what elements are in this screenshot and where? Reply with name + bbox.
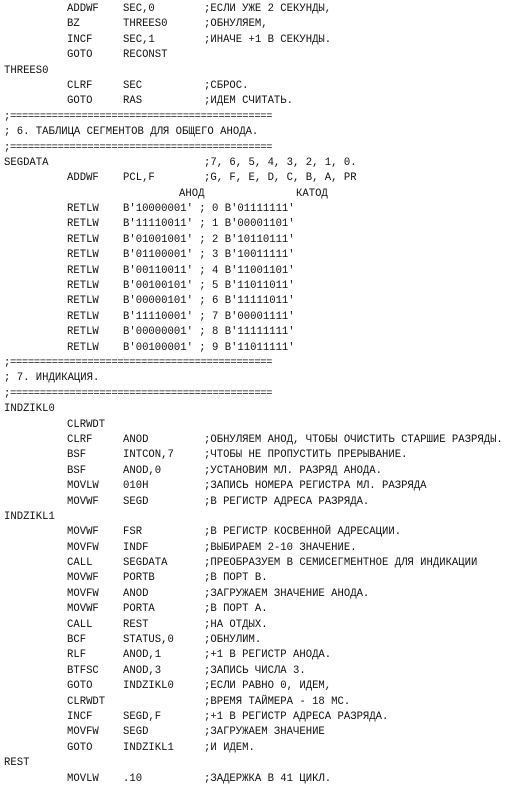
code-comment: ;СБРОС. [204, 79, 249, 92]
code-line [0, 756, 527, 771]
code-operand: B'00000101' ; 6 B'11111011' [123, 295, 295, 308]
code-operand: SEC,0 [123, 3, 155, 15]
code-mnemonic: MOVWF [67, 603, 99, 616]
code-line [0, 387, 527, 402]
code-mnemonic: MOVFW [67, 541, 99, 554]
code-line [0, 587, 527, 602]
code-comment: ;ОБНУЛЯЕМ АНОД, ЧТОБЫ ОЧИСТИТЬ СТАРШИЕ РАЗРЯДЫ. [204, 433, 503, 446]
code-comment: ;ЗАГРУЖАЕМ ЗНАЧЕНИЕ [204, 726, 325, 739]
code-comment: ;ОБНУЛИМ. [204, 634, 262, 647]
code-line [0, 448, 527, 463]
code-mnemonic: RETLW [67, 341, 99, 354]
code-operand: INTCON,7 [123, 449, 174, 462]
code-operand: B'01001001' ; 2 B'10110111' [123, 233, 295, 246]
code-listing [0, 2, 527, 787]
code-line [0, 79, 527, 94]
code-operand: INDZIKL1 [123, 741, 174, 754]
code-line [0, 618, 527, 633]
separator-line: ;============================================ [4, 141, 273, 154]
code-comment: ;И ИДЕМ. [204, 741, 255, 754]
code-line [0, 772, 527, 787]
code-mnemonic: CLRF [67, 433, 93, 446]
code-comment: ;ЗАПИСЬ ЧИСЛА 3. [204, 664, 306, 677]
code-mnemonic: RETLW [67, 249, 99, 262]
code-line [0, 402, 527, 417]
code-operand: STATUS,0 [123, 634, 174, 647]
code-operand: REST [123, 618, 149, 631]
code-mnemonic: MOVFW [67, 587, 99, 600]
code-mnemonic: GOTO [67, 95, 93, 108]
code-comment: ;НА ОТДЫХ. [204, 618, 268, 631]
code-operand: THREES0 [123, 18, 168, 31]
code-operand: ANOD,0 [123, 464, 162, 477]
code-line [0, 202, 527, 217]
code-operand: B'00100101' ; 5 B'11011011' [123, 280, 295, 293]
code-line [0, 248, 527, 263]
code-line [0, 541, 527, 556]
code-operand: ANOD,3 [123, 664, 162, 677]
code-mnemonic: RETLW [67, 326, 99, 339]
code-operand: RAS [123, 95, 143, 108]
code-comment: ;ЧТОБЫ НЕ ПРОПУСТИТЬ ПРЕРЫВАНИЕ. [204, 449, 408, 462]
code-comment: ;ПРЕОБРАЗУЕМ В СЕМИСЕГМЕНТНОЕ ДЛЯ ИНДИКАЦИИ [204, 557, 478, 570]
code-comment: ;G, F, E, D, C, B, A, PR [204, 172, 357, 185]
code-operand: B'00000001' ; 8 B'11111111' [123, 326, 295, 339]
code-line [0, 664, 527, 679]
code-comment: ;В РЕГИСТР АДРЕСА РАЗРЯДА. [204, 495, 370, 508]
code-operand: INDZIKL0 [123, 680, 174, 693]
code-mnemonic: BSF [67, 449, 87, 462]
code-comment: ;УСТАНОВИМ МЛ. РАЗРЯД АНОДА. [204, 464, 383, 477]
code-mnemonic: GOTO [67, 49, 93, 62]
code-line [0, 479, 527, 494]
code-comment: ;В ПОРТ В. [204, 572, 268, 585]
code-operand: INDF [123, 541, 149, 554]
code-line [0, 156, 527, 171]
code-line [0, 510, 527, 525]
code-operand: SEGD,F [123, 710, 162, 723]
code-label: REST [4, 757, 30, 770]
code-line [0, 741, 527, 756]
code-line [0, 495, 527, 510]
code-mnemonic: GOTO [67, 680, 93, 693]
code-operand: B'00100001' ; 9 B'11011111' [123, 341, 295, 354]
code-operand: ANOD [123, 587, 149, 600]
code-operand: B'11110001' ; 7 B'00001111' [123, 310, 295, 323]
code-mnemonic: CALL [67, 557, 93, 570]
code-mnemonic: MOVWF [67, 572, 99, 585]
code-mnemonic: CALL [67, 618, 93, 631]
code-line [0, 279, 527, 294]
code-line [0, 633, 527, 648]
code-comment: ;ИДЕМ СЧИТАТЬ. [204, 95, 294, 108]
code-line [0, 602, 527, 617]
code-comment: ;ЗАДЕРЖКА В 41 ЦИКЛ. [204, 772, 332, 785]
code-comment: ;7, 6, 5, 4, 3, 2, 1, 0. [204, 156, 357, 169]
code-comment: ;ВРЕМЯ ТАЙМЕРА - 18 МС. [204, 695, 351, 708]
code-label: INDZIKL0 [4, 403, 55, 416]
code-line [0, 433, 527, 448]
code-line [0, 2, 527, 17]
code-operand: B'11110011' ; 1 B'00001101' [123, 218, 295, 231]
code-line [0, 33, 527, 48]
code-line [0, 725, 527, 740]
code-comment: ;ЕСЛИ УЖЕ 2 СЕКУНДЫ, [204, 3, 332, 15]
code-operand: PCL,F [123, 172, 155, 185]
code-mnemonic: CLRWDT [67, 695, 106, 708]
code-comment: ;ОБНУЛЯЕМ, [204, 18, 268, 31]
code-line [0, 525, 527, 540]
code-label: INDZIKL1 [4, 510, 55, 523]
code-mnemonic: RETLW [67, 280, 99, 293]
code-mnemonic: BTFSC [67, 664, 99, 677]
separator-line: ;============================================ [4, 387, 273, 400]
code-mnemonic: MOVLW [67, 772, 99, 785]
code-line [0, 48, 527, 63]
code-operand: ANOD [123, 433, 149, 446]
code-mnemonic: MOVLW [67, 480, 99, 493]
code-operand: PORTA [123, 603, 155, 616]
code-mnemonic: RETLW [67, 218, 99, 231]
code-comment: ;ЗАПИСЬ НОМЕРА РЕГИСТРА МЛ. РАЗРЯДА [204, 480, 427, 493]
code-line [0, 94, 527, 109]
code-operand: SEC [123, 79, 143, 92]
code-label: SEGDATA [4, 156, 49, 169]
code-operand: SEGD [123, 726, 149, 739]
code-line [0, 371, 527, 386]
section-heading: ; 7. ИНДИКАЦИЯ. [4, 372, 100, 385]
code-mnemonic: BSF [67, 464, 87, 477]
code-mnemonic: RLF [67, 649, 87, 662]
separator-line: ;============================================ [4, 110, 273, 123]
code-mnemonic: RETLW [67, 295, 99, 308]
code-operand: SEC,1 [123, 33, 155, 46]
code-mnemonic: RETLW [67, 264, 99, 277]
code-mnemonic: MOVFW [67, 726, 99, 739]
code-label: THREES0 [4, 64, 49, 77]
code-mnemonic: RETLW [67, 310, 99, 323]
code-line [0, 341, 527, 356]
code-operand: 010H [123, 480, 149, 493]
code-line [0, 695, 527, 710]
code-mnemonic: BZ [67, 18, 80, 31]
code-line [0, 464, 527, 479]
code-operand: B'01100001' ; 3 B'10011111' [123, 249, 295, 262]
code-comment: ;+1 В РЕГИСТР АДРЕСА РАЗРЯДА. [204, 710, 389, 723]
code-mnemonic: INCF [67, 710, 93, 723]
code-line [0, 141, 527, 156]
separator-line: ;============================================ [4, 356, 273, 369]
code-operand: ANOD,1 [123, 649, 162, 662]
code-comment: ;ЕСЛИ РАВНО 0, ИДЕМ, [204, 680, 332, 693]
code-mnemonic: ADDWF [67, 172, 99, 185]
code-mnemonic: MOVWF [67, 495, 99, 508]
code-operand: SEGD [123, 495, 149, 508]
code-line [0, 556, 527, 571]
code-operand: SEGDATA [123, 557, 168, 570]
code-mnemonic: GOTO [67, 741, 93, 754]
code-line [0, 418, 527, 433]
code-mnemonic: RETLW [67, 203, 99, 216]
code-comment: ;ЗАГРУЖАЕМ ЗНАЧЕНИЕ АНОДА. [204, 587, 370, 600]
code-line [0, 110, 527, 125]
code-line [0, 294, 527, 309]
code-line [0, 187, 527, 202]
code-line [0, 356, 527, 371]
code-comment: ;В ПОРТ А. [204, 603, 268, 616]
code-line [0, 648, 527, 663]
code-line [0, 64, 527, 79]
code-mnemonic: ADDWF [67, 3, 99, 15]
code-line [0, 125, 527, 140]
code-line [0, 325, 527, 340]
code-line [0, 17, 527, 32]
code-mnemonic: INCF [67, 33, 93, 46]
code-line [0, 217, 527, 232]
code-mnemonic: MOVWF [67, 526, 99, 539]
table-header-katod: КАТОД [296, 187, 328, 200]
code-line [0, 264, 527, 279]
code-line [0, 710, 527, 725]
code-line [0, 679, 527, 694]
code-operand: .10 [123, 772, 143, 785]
code-comment: ;+1 В РЕГИСТР АНОДА. [204, 649, 332, 662]
code-mnemonic: CLRF [67, 79, 93, 92]
code-mnemonic: CLRWDT [67, 418, 106, 431]
code-line [0, 233, 527, 248]
table-header-anod: АНОД [179, 187, 205, 200]
code-operand: RECONST [123, 49, 168, 62]
code-comment: ;ВЫБИРАЕМ 2-10 ЗНАЧЕНИЕ. [204, 541, 357, 554]
code-mnemonic: BCF [67, 634, 87, 647]
code-line [0, 571, 527, 586]
code-operand: FSR [123, 526, 143, 539]
code-operand: B'00110011' ; 4 B'11001101' [123, 264, 295, 277]
code-mnemonic: RETLW [67, 233, 99, 246]
code-operand: PORTB [123, 572, 155, 585]
code-comment: ;ИНАЧЕ +1 В СЕКУНДЫ. [204, 33, 332, 46]
code-comment: ;В РЕГИСТР КОСВЕННОЙ АДРЕСАЦИИ. [204, 526, 402, 539]
code-line [0, 310, 527, 325]
section-heading: ; 6. ТАБЛИЦА СЕГМЕНТОВ ДЛЯ ОБЩЕГО АНОДА. [4, 126, 259, 139]
code-operand: B'10000001' ; 0 B'01111111' [123, 203, 295, 216]
code-line [0, 171, 527, 186]
